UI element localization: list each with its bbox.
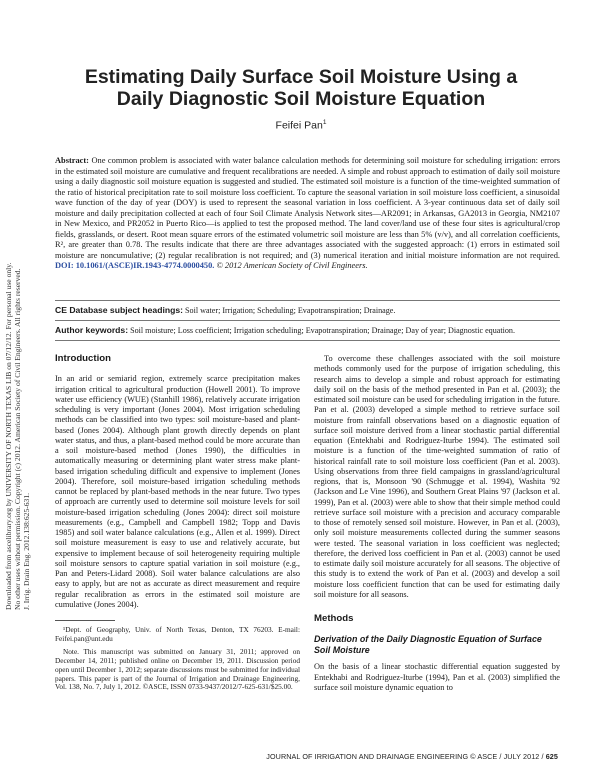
right-column bbox=[314, 354, 560, 693]
footnote-rule bbox=[55, 620, 115, 621]
subject-headings bbox=[55, 305, 560, 316]
author-keywords-text: Soil moisture; Loss coefficient; Irrigation scheduling; Evapotranspiration; Drainage; Day of year; Diagnostic equation. bbox=[128, 326, 515, 335]
methods-paragraph: On the basis of a linear stochastic differential equation suggested by Entekhabi and Rodriguez-Iturbe (1994), Pan et al. (2003) simplified the surface soil moisture dynamic equation to bbox=[314, 662, 560, 692]
divider-middle bbox=[55, 320, 560, 321]
methods-heading: Methods bbox=[314, 613, 354, 624]
doi-link[interactable]: DOI: 10.1061/(ASCE)IR.1943-4774.0000450. bbox=[55, 261, 215, 271]
subject-headings-label: CE Database subject headings: bbox=[55, 305, 183, 315]
author-affiliation-mark: 1 bbox=[322, 119, 327, 126]
page-footer bbox=[266, 752, 558, 761]
footnote-manuscript-note: Note. This manuscript was submitted on January 31, 2011; approved on December 14, 2011; published online on December 19, 2011. Discussion period open until December 1, 2012; separate discussions must be submitted for individual papers. This paper is part of the Journal of Irrigation and Drainage Engineering, Vol. 138, No. 7, July 1, 2012. ©ASCE, ISSN 0733-9437/2012/7-625-631/$25.00. bbox=[55, 646, 300, 692]
divider-top bbox=[55, 300, 560, 301]
download-notice-sidebar bbox=[4, 150, 44, 610]
page-number: 625 bbox=[545, 752, 558, 761]
download-notice-line-2: No other uses without permission. Copyright (c) 2012. American Society of Civil Engineers. All rights reserved. bbox=[13, 268, 23, 610]
left-column bbox=[55, 354, 300, 692]
introduction-paragraph: In an arid or semiarid region, extremely scarce precipitation makes irrigation critical to agricultural production (Howell 2001). To improve water use efficiency (WUE) (Stanhill 1986), relatively accurate irrigation scheduling is very important (Jones 2004). Most irrigation scheduling methods can be classified into two types: soil moisture-based and plant-based (Jones 2004). Although plant growth directly depends on plant water status, and thus, a plant-based method could be more accurate than a soil moisture-based method (Jones 1990), the difficulties in automatically measuring or determining plant water stress make plant-based irrigation scheduling difficult and expensive to implement (Jones 2004). Therefore, soil moisture-based irrigation scheduling methods cannot be replaced by plant-based methods in the near future. Two types of approach are currently used to determine soil moisture levels for soil moisture-based irrigation scheduling (Jones 2004): direct soil moisture measurements (e.g., Campbell and Campbell 1982; Topp and Davis 1985) and soil water balance calculations (e.g., Allen et al. 1999). Direct soil moisture measurement is easy to use and relatively accurate, but expensive to implement because of soil heterogeneity requiring multiple soil moisture sensors to capture spatial variation in soil moisture (e.g., Pan and Peters-Lidard 2008). Soil water balance calculations are also easy to apply, but are not as accurate as direct measurement and require regular recalibration as errors in the estimated soil moisture are cumulative (Jones 2004). bbox=[55, 374, 300, 609]
download-notice-line-1: Downloaded from ascelibrary.org by UNIVERSITY OF NORTH TEXAS LIB on 07/12/12. For personal use only. bbox=[4, 262, 13, 610]
author-name: Feifei Pan bbox=[275, 119, 323, 132]
abstract-label: Abstract: bbox=[55, 156, 89, 165]
abstract bbox=[55, 156, 560, 272]
abstract-copyright: © 2012 American Society of Civil Engineers. bbox=[214, 261, 368, 271]
download-notice-text bbox=[4, 150, 32, 610]
author-keywords bbox=[55, 325, 560, 336]
footnote-affiliation: ¹Dept. of Geography, Univ. of North Texas, Denton, TX 76203. E-mail: Feifei.pan@unt.edu bbox=[55, 625, 300, 643]
journal-footer: JOURNAL OF IRRIGATION AND DRAINAGE ENGINEERING © ASCE / JULY 2012 / bbox=[266, 752, 546, 761]
divider-bottom bbox=[55, 340, 560, 341]
citation-line: J. Irrig. Drain Eng. 2012.138:625-631. bbox=[22, 492, 32, 610]
derivation-subheading: Derivation of the Daily Diagnostic Equation of Surface Soil Moisture bbox=[314, 634, 542, 656]
author-keywords-label: Author keywords: bbox=[55, 325, 129, 335]
objective-paragraph: To overcome these challenges associated with the soil moisture methods commonly used for the purpose of irrigation scheduling, this research aims to develop a simple and robust approach for estimating daily soil on the basis of the method presented in Pan et al. (2003); the estimated soil moisture can be used for scheduling irrigation in the future. Pan et al. (2003) developed a simple method to retrieve surface soil moisture from rainfall observations based on a diagnostic equation of surface soil moisture derived from a linear stochastic partial differential equation (Entekhabi and Rodriguez-Iturbe 1994). The estimated soil moisture is a function of the time-weighted summation of ratio of historical rainfall rate to soil moisture loss coefficient (Pan et al. 2003). Using observations from three field campaigns in grassland/agricultural regions, that is, Monsoon '90 (Schmugge et al. 1994), Washita '92 (Jackson and Le Vine 1996), and Southern Great Plains '97 (Jackson et al. 1999), Pan et al. (2003) were able to show that their simple method could retrieve surface soil moisture with a precision and accuracy comparable to those of remotely sensed soil moisture. However, in Pan et al. (2003), only soil moisture measurements collected during the summer seasons were tested. The seasonal variation in loss coefficient was neglected; therefore, the derived loss coefficient in Pan et al. (2003) cannot be used to estimate daily soil moisture accurately for all seasons. The objective of this study is to extend the work of Pan et al. (2003) and develop a soil moisture loss coefficient function that can be used for estimating daily soil moisture for all seasons. bbox=[314, 354, 560, 599]
paper-title: Estimating Daily Surface Soil Moisture Using a Daily Diagnostic Soil Moisture Equation bbox=[84, 66, 518, 110]
abstract-text: One common problem is associated with water balance calculation methods for determining soil moisture for scheduling irrigation: errors in the estimated soil moisture are cumulative and frequent recalibrations are needed. A simple and robust approach to estimation of daily soil moisture using a daily diagnostic soil moisture equation is suggested and studied. The estimated soil moisture is a function of the time-weighted summation of the ratio of historical precipitation rate to soil moisture loss coefficient. To capture the seasonal variation in soil moisture loss coefficient, a sinusoidal wave function of the day of year (DOY) is used to represent the seasonal variation in loss coefficient. A 3-year continuous data set of daily soil moisture and daily precipitation collected at each of four Soil Climate Analysis Network sites—AR2091; in Arkansas, GA2013 in Georgia, NM2107 in New Mexico, and PR2052 in Puerto Rico—is applied to test the proposed method. The land cover/land use of these four sites is agricultural/crop fields, grasslands, or desert. Root mean square errors of the estimated volumetric soil moisture are less than 5% (v/v), and all correlation coefficients, R², are greater than 0.78. The results indicate that there are three advantages associated with the suggested approach: (1) errors in estimated soil moisture are noncumulative; (2) regular recalibration is not required; and (3) numerical iteration and initial moisture information are not required. bbox=[55, 156, 560, 260]
footnotes bbox=[55, 626, 300, 692]
subject-headings-text: Soil water; Irrigation; Scheduling; Evapotranspiration; Drainage. bbox=[183, 306, 396, 315]
author-line bbox=[60, 119, 542, 132]
introduction-heading: Introduction bbox=[55, 353, 111, 364]
